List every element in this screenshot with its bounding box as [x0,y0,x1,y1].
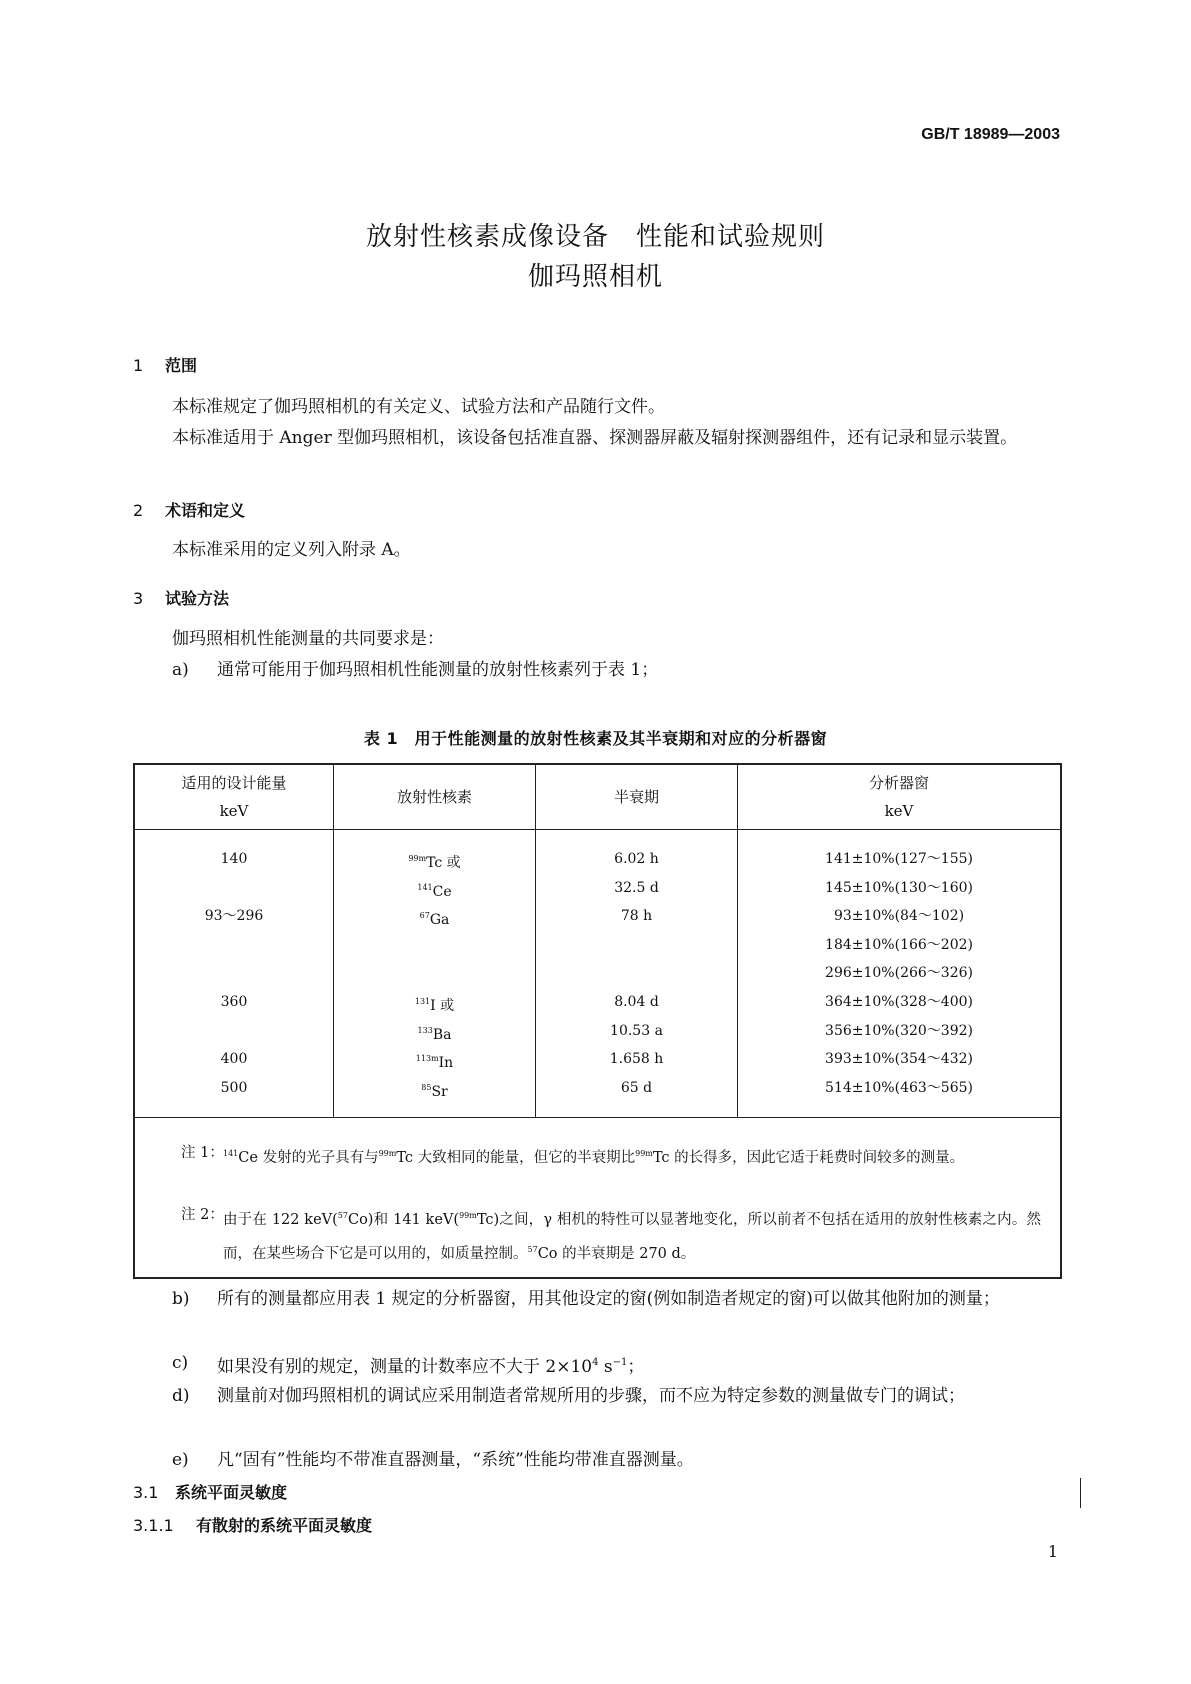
section-title: 术语和定义 [165,501,246,520]
section-1-heading [133,353,197,376]
table-caption: 表 1 用于性能测量的放射性核素及其半衰期和对应的分析器窗 [363,729,828,748]
mass-number: 131 [414,996,431,1006]
header-window-unit: keV [884,802,914,820]
list-item-c [172,1348,1061,1382]
table-cell [536,959,737,988]
exponent: −1 [612,1357,628,1368]
table-cell: 500 [220,1079,248,1096]
section-1-paragraph-1: 本标准规定了伽玛照相机的有关定义、试验方法和产品随行文件。 [172,397,665,417]
table-cell: 10.53 a [610,1022,663,1039]
mass-number: 99m [408,854,427,863]
table-cell [536,931,737,960]
list-label: b) [172,1289,190,1309]
section-number: 1 [133,356,144,375]
table-cell [334,1017,535,1046]
table-note-1 [181,1139,1041,1173]
mass-number: 99m [635,1149,653,1158]
nuclide-symbol: I 或 [430,997,455,1014]
table-cell: 296±10%(266～326) [825,965,973,982]
table-cell: 141±10%(127～155) [825,851,973,867]
table-cell [135,874,333,903]
section-3-1-1-heading [133,1513,372,1536]
table-cell: 140 [220,851,248,867]
list-label: d) [172,1386,190,1406]
column-halflife [536,845,737,1102]
mass-number: 99m [378,1149,397,1158]
table-cell: 93±10%(84～102) [833,908,965,925]
table-cell: 356±10%(320～392) [825,1022,973,1039]
table-cell: 8.04 d [614,993,659,1010]
table-cell [135,1017,333,1046]
mass-number: 99m [459,1211,477,1220]
list-item-a [172,655,1061,685]
note-fragment: Co 的半衰期是 270 d。 [537,1246,696,1262]
table-cell: 400 [220,1051,248,1068]
header-window-label: 分析器窗 [868,774,929,792]
column-nuclide [334,845,535,1102]
note-fragment: 由于在 122 keV( [223,1212,338,1228]
note-fragment: Ce 发射的光子具有与 [238,1150,379,1166]
mass-number: 141 [223,1149,239,1158]
header-halflife-label: 半衰期 [613,788,659,806]
note-label: 注 1： [181,1145,224,1161]
document-subtitle: 伽玛照相机 [527,262,663,292]
list-label: a) [172,660,189,680]
standard-number: GB/T 18989—2003 [921,126,1060,143]
list-fragment: ； [627,1357,645,1377]
section-title: 试验方法 [165,589,230,608]
header-window [738,765,1060,829]
document-title: 放射性核素成像设备 性能和试验规则 [365,222,825,252]
page-number: 1 [1047,1542,1058,1561]
table-cell: 360 [220,993,248,1010]
table-cell: 184±10%(166～202) [825,936,973,953]
list-text: 通常可能用于伽玛照相机性能测量的放射性核素列于表 1； [217,660,659,680]
header-halflife [536,765,737,829]
list-item-b [172,1284,1061,1314]
mass-number: 133 [417,1025,433,1035]
list-fragment: 如果没有别的规定，测量的计数率应不大于 2×10 [217,1357,593,1377]
section-3-intro: 伽玛照相机性能测量的共同要求是： [172,629,444,649]
nuclide-symbol: Ba [432,1026,452,1043]
list-label: c) [172,1353,189,1373]
table-cell: 65 d [620,1079,653,1096]
list-fragment: s [598,1357,613,1377]
table-cell: 1.658 h [609,1051,664,1068]
header-nuclide [334,765,535,829]
table-cell [334,1045,535,1074]
note-text [223,1139,1041,1173]
section-1-paragraph-2: 本标准适用于 Anger 型伽玛照相机，该设备包括准直器、探测器屏蔽及辐射探测器组件，还有记录和显示装置。 [172,428,1018,448]
list-item-e [172,1445,1061,1475]
nuclide-symbol: Tc 或 [426,855,461,871]
table-cell: 364±10%(328～400) [825,993,973,1010]
list-label: e) [172,1450,189,1470]
mass-number: 85 [421,1082,432,1092]
section-number: 3.1.1 [133,1516,174,1535]
header-energy [135,765,333,829]
list-text: 凡“固有”性能均不带准直器测量，“系统”性能均带准直器测量。 [217,1450,694,1470]
table-cell [135,931,333,960]
table-cell [334,874,535,903]
list-text: 所有的测量都应用表 1 规定的分析器窗，用其他设定的窗(例如制造者规定的窗)可以做其他附加的测量； [217,1289,1000,1309]
note-fragment: Tc 大致相同的能量，但它的半衰期比 [396,1150,636,1166]
nuclide-table [133,763,1062,1279]
section-title: 范围 [165,356,198,375]
table-cell: 145±10%(130～160) [825,879,973,896]
mass-number: 67 [419,911,430,921]
change-bar [1080,1478,1081,1508]
table-cell: 514±10%(463～565) [825,1079,973,1096]
section-3-1-heading [133,1480,287,1503]
section-number: 2 [133,501,144,520]
section-2-heading [133,498,245,521]
table-cell: 93～296 [204,908,264,925]
list-text [217,1348,1061,1382]
table-cell [334,988,535,1017]
table-cell: 6.02 h [614,851,659,867]
exponent: 4 [592,1357,599,1368]
column-window [738,845,1060,1102]
section-title: 有散射的系统平面灵敏度 [196,1516,373,1535]
header-nuclide-label: 放射性核素 [396,788,472,806]
table-cell: 32.5 d [614,879,659,896]
mass-number: 141 [417,882,433,892]
note-label: 注 2： [181,1207,224,1223]
table-note-2 [181,1201,1041,1269]
nuclide-symbol: In [438,1055,454,1072]
section-number: 3 [133,589,144,608]
table-cell [334,845,535,874]
note-fragment: Tc 的长得多，因此它适于耗费时间较多的测量。 [652,1150,965,1166]
section-2-paragraph: 本标准采用的定义列入附录 A。 [172,540,411,560]
table-cell [334,1074,535,1103]
mass-number: 57 [337,1211,348,1220]
table-cell [135,959,333,988]
note-text [223,1201,1041,1269]
table-cell [334,959,535,988]
list-text: 测量前对伽玛照相机的调试应采用制造者常规所用的步骤，而不应为特定参数的测量做专门的调试； [217,1386,965,1406]
table-cell: 393±10%(354～432) [825,1051,973,1068]
nuclide-symbol: Sr [431,1083,448,1100]
table-cell: 78 h [620,908,653,925]
column-energy [135,845,333,1102]
list-item-d [172,1381,1061,1411]
section-number: 3.1 [133,1483,159,1502]
note-fragment: Tc)之间，γ 相机的特性可以显著地变化，所以前者不包括在适用的放射性核素之内。然而，在某些场合下它是可以用的，如质量控制。 [223,1212,1041,1262]
section-3-heading [133,586,229,609]
header-energy-label: 适用的设计能量 [181,774,287,792]
mass-number: 57 [527,1245,538,1254]
mass-number: 113m [415,1054,439,1064]
table-cell [334,902,535,931]
nuclide-symbol: Ga [429,912,450,929]
header-energy-unit: keV [219,802,249,820]
nuclide-symbol: Ce [432,883,452,900]
section-title: 系统平面灵敏度 [175,1483,288,1502]
table-cell [334,931,535,960]
note-fragment: Co)和 141 keV( [347,1212,460,1228]
